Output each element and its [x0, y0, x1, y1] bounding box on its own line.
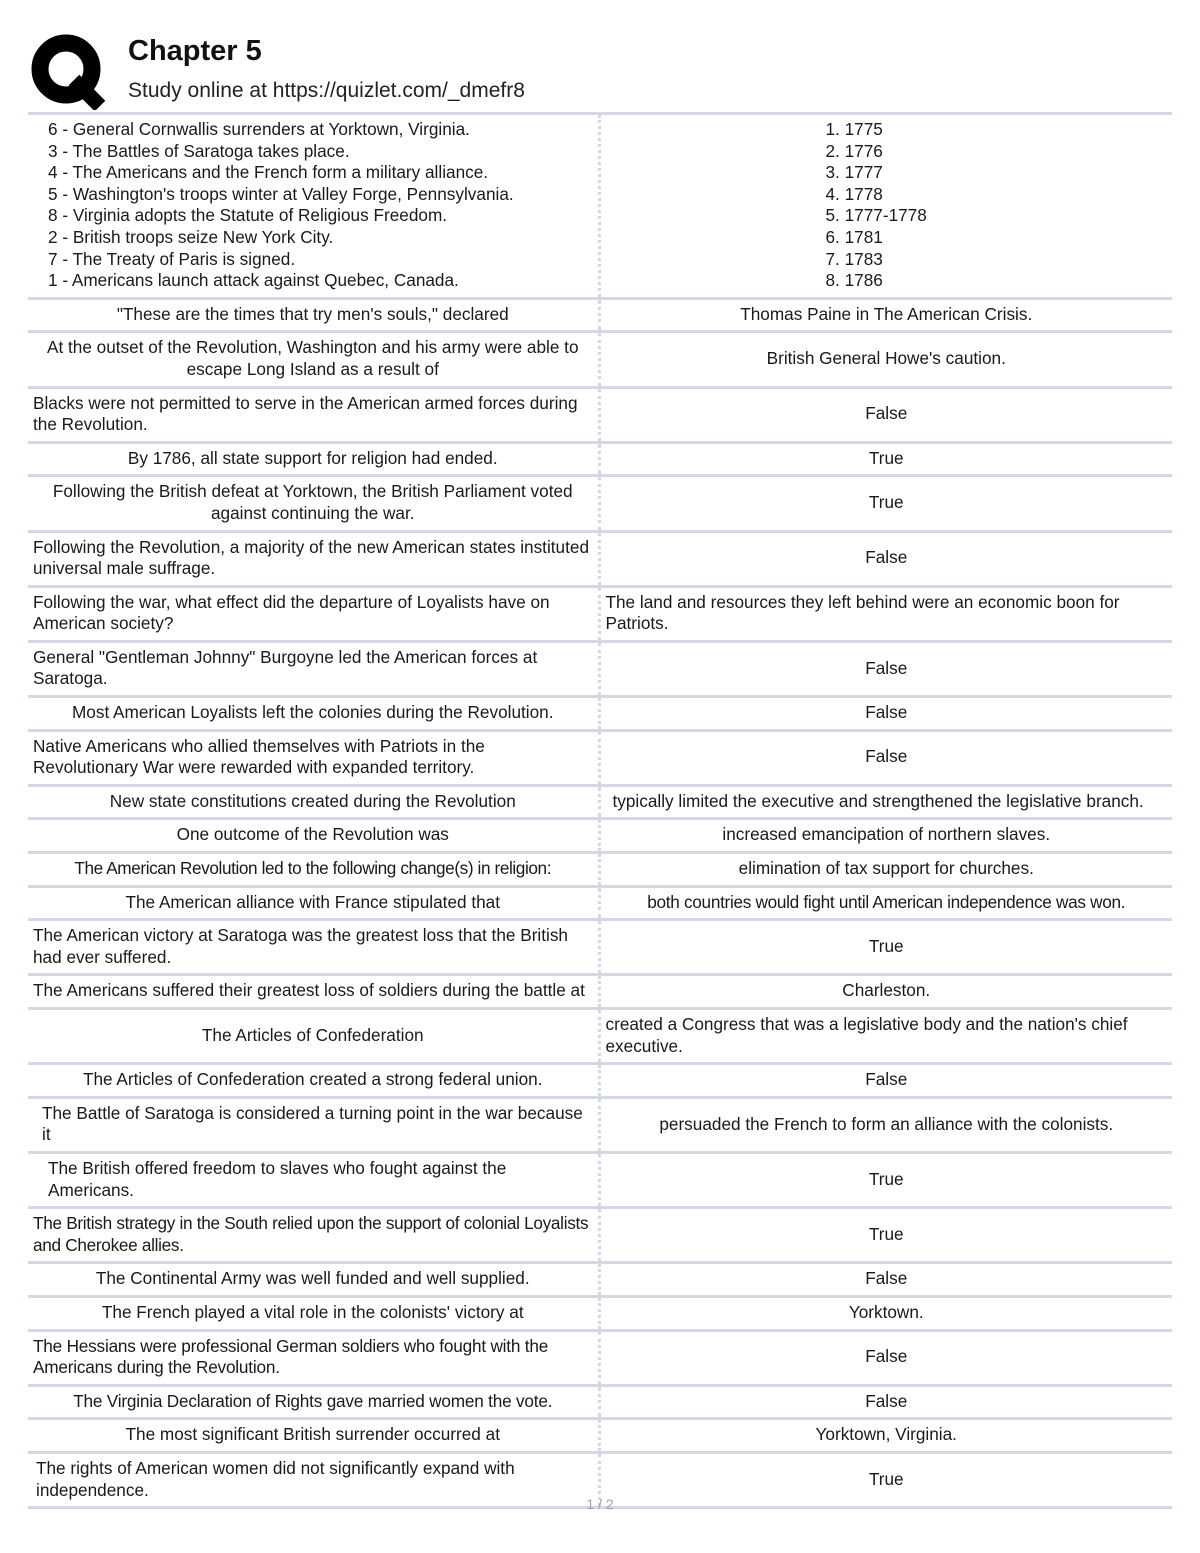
- definition-cell: Yorktown.: [599, 1296, 1172, 1330]
- term-cell: The Virginia Declaration of Rights gave married women the vote.: [28, 1385, 599, 1419]
- flashcard-table: [28, 112, 1172, 1509]
- definition-line: 7. 1783: [825, 248, 883, 269]
- page-header: [28, 28, 1172, 112]
- definition-line: 8. 1786: [825, 270, 883, 291]
- page-title: Chapter 5: [128, 35, 262, 67]
- definition-cell: False: [599, 641, 1172, 696]
- definition-cell: persuaded the French to form an alliance with the colonists.: [599, 1097, 1172, 1152]
- term-cell: The British strategy in the South relied upon the support of colonial Loyalists and Cherokee allies.: [28, 1208, 599, 1263]
- definition-cell: created a Congress that was a legislative body and the nation's chief executive.: [599, 1009, 1172, 1064]
- term-line: 7 - The Treaty of Paris is signed.: [48, 248, 296, 269]
- quizlet-q-logo-icon: [30, 32, 108, 110]
- term-cell: The French played a vital role in the colonists' victory at: [28, 1296, 599, 1330]
- definition-cell: True: [599, 920, 1172, 975]
- table-row: [28, 975, 1172, 1009]
- table-row: [28, 1419, 1172, 1453]
- table-row: [28, 1152, 1172, 1207]
- term-cell: "These are the times that try men's souls," declared: [28, 298, 599, 332]
- term-line: 6 - General Cornwallis surrenders at Yorktown, Virginia.: [48, 119, 470, 139]
- term-line: 2 - British troops seize New York City.: [48, 226, 334, 247]
- definition-line: 5. 1777-1778: [825, 205, 927, 226]
- term-cell: Native Americans who allied themselves with Patriots in the Revolutionary War were rewarded with expanded territory.: [28, 730, 599, 785]
- definition-cell: False: [599, 1263, 1172, 1297]
- definition-cell: Yorktown, Virginia.: [599, 1419, 1172, 1453]
- definition-line: 6. 1781: [825, 226, 883, 247]
- term-cell: The American victory at Saratoga was the greatest loss that the British had ever suffered.: [28, 920, 599, 975]
- term-cell: Blacks were not permitted to serve in the American armed forces during the Revolution.: [28, 387, 599, 442]
- term-line: 8 - Virginia adopts the Statute of Religious Freedom.: [48, 205, 448, 226]
- term-cell: Following the British defeat at Yorktown, the British Parliament voted against continuing the war.: [28, 476, 599, 531]
- definition-cell: False: [599, 1064, 1172, 1098]
- definition-cell: Charleston.: [599, 975, 1172, 1009]
- study-online-link-text: Study online at https://quizlet.com/_dmefr8: [128, 79, 525, 102]
- table-row: [28, 332, 1172, 387]
- table-row: [28, 114, 1172, 299]
- table-row: [28, 886, 1172, 920]
- term-cell: The American alliance with France stipulated that: [28, 886, 599, 920]
- table-row: [28, 387, 1172, 442]
- table-row: [28, 1208, 1172, 1263]
- term-cell: By 1786, all state support for religion had ended.: [28, 442, 599, 476]
- definition-cell: True: [599, 476, 1172, 531]
- table-row: [28, 476, 1172, 531]
- table-row: [28, 697, 1172, 731]
- definition-cell: increased emancipation of northern slaves.: [599, 819, 1172, 853]
- definition-cell: True: [599, 1152, 1172, 1207]
- table-row: [28, 1009, 1172, 1064]
- definition-cell: [599, 114, 1172, 299]
- definition-line: 1. 1775: [825, 119, 883, 139]
- term-cell: The Battle of Saratoga is considered a turning point in the war because it: [28, 1097, 599, 1152]
- term-cell: New state constitutions created during the Revolution: [28, 785, 599, 819]
- term-cell: Most American Loyalists left the colonies during the Revolution.: [28, 697, 599, 731]
- term-cell: Following the war, what effect did the departure of Loyalists have on American society?: [28, 586, 599, 641]
- table-row: [28, 1263, 1172, 1297]
- table-row: [28, 442, 1172, 476]
- definition-cell: False: [599, 531, 1172, 586]
- term-cell: The Hessians were professional German soldiers who fought with the Americans during the Revolution.: [28, 1330, 599, 1385]
- definition-cell: False: [599, 730, 1172, 785]
- definition-cell: Thomas Paine in The American Crisis.: [599, 298, 1172, 332]
- table-row: [28, 1296, 1172, 1330]
- term-cell: At the outset of the Revolution, Washington and his army were able to escape Long Island as a result of: [28, 332, 599, 387]
- term-cell: The American Revolution led to the following change(s) in religion:: [28, 853, 599, 887]
- term-line: 1 - Americans launch attack against Quebec, Canada.: [48, 270, 459, 291]
- definition-line: 3. 1777: [825, 162, 883, 183]
- table-row: [28, 1385, 1172, 1419]
- term-line: 4 - The Americans and the French form a military alliance.: [48, 162, 489, 183]
- term-line: 3 - The Battles of Saratoga takes place.: [48, 140, 350, 161]
- term-cell: The British offered freedom to slaves who fought against the Americans.: [28, 1152, 599, 1207]
- definition-cell: The land and resources they left behind were an economic boon for Patriots.: [599, 586, 1172, 641]
- term-cell: General "Gentleman Johnny" Burgoyne led the American forces at Saratoga.: [28, 641, 599, 696]
- definition-line: 4. 1778: [825, 183, 883, 204]
- definition-cell: British General Howe's caution.: [599, 332, 1172, 387]
- table-row: [28, 853, 1172, 887]
- term-cell: The most significant British surrender occurred at: [28, 1419, 599, 1453]
- definition-cell: typically limited the executive and strengthened the legislative branch.: [599, 785, 1172, 819]
- term-cell: Following the Revolution, a majority of the new American states instituted universal male suffrage.: [28, 531, 599, 586]
- term-cell: The Articles of Confederation: [28, 1009, 599, 1064]
- term-cell: The Americans suffered their greatest loss of soldiers during the battle at: [28, 975, 599, 1009]
- table-row: [28, 730, 1172, 785]
- definition-cell: False: [599, 387, 1172, 442]
- table-row: [28, 298, 1172, 332]
- table-row: [28, 785, 1172, 819]
- table-row: [28, 586, 1172, 641]
- definition-cell: elimination of tax support for churches.: [599, 853, 1172, 887]
- term-cell: One outcome of the Revolution was: [28, 819, 599, 853]
- table-row: [28, 819, 1172, 853]
- table-row: [28, 641, 1172, 696]
- table-row: [28, 1330, 1172, 1385]
- table-row: [28, 1097, 1172, 1152]
- definition-line: 2. 1776: [825, 140, 883, 161]
- table-row: [28, 920, 1172, 975]
- term-cell: [28, 114, 599, 299]
- definition-cell: False: [599, 1330, 1172, 1385]
- term-cell: The Continental Army was well funded and well supplied.: [28, 1263, 599, 1297]
- page-number: 1 / 2: [586, 1496, 614, 1512]
- term-cell: The rights of American women did not significantly expand with independence.: [28, 1452, 599, 1507]
- definition-cell: False: [599, 1385, 1172, 1419]
- term-cell: The Articles of Confederation created a strong federal union.: [28, 1064, 599, 1098]
- definition-cell: True: [599, 1208, 1172, 1263]
- definition-cell: False: [599, 697, 1172, 731]
- term-line: 5 - Washington's troops winter at Valley Forge, Pennsylvania.: [48, 183, 514, 204]
- definition-cell: True: [599, 1452, 1172, 1507]
- definition-cell: both countries would fight until American independence was won.: [599, 886, 1172, 920]
- table-row: [28, 531, 1172, 586]
- table-row: [28, 1064, 1172, 1098]
- definition-cell: True: [599, 442, 1172, 476]
